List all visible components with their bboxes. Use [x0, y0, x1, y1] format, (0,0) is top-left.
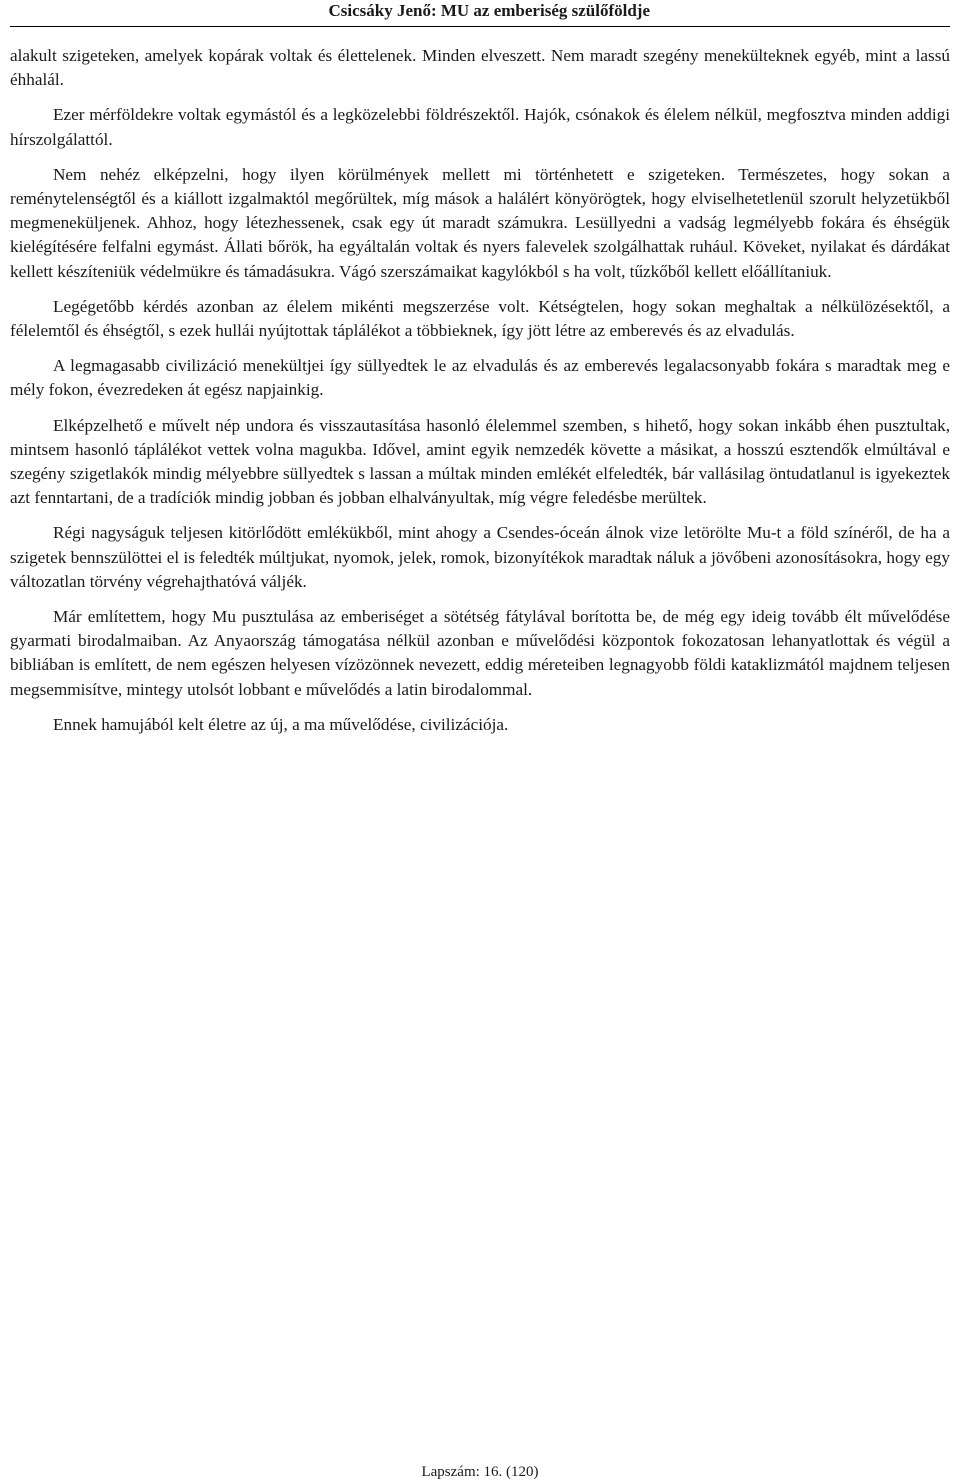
- paragraph: Legégetőbb kérdés azonban az élelem mikénti megszerzése volt. Kétségtelen, hogy sokan meghaltak a nélkülözésektől, a félelemtől és éhségtől, s ezek hullái nyújtottak táplálékot a többieknek, így jött létre az emberevés és az elvadulás.: [10, 296, 950, 341]
- paragraph: Ezer mérföldekre voltak egymástól és a legközelebbi földrészektől. Hajók, csónakok és élelem nélkül, megfosztva minden addigi hírszolgálattól.: [10, 105, 950, 149]
- paragraph: A legmagasabb civilizáció menekültjei így süllyedtek le az elvadulás és az emberevés legalacsonyabb fokára s maradtak meg e mély fokon, évezredeken át egész napjainkig.: [10, 356, 950, 400]
- document-body: [10, 44, 950, 748]
- header-title: Csicsáky Jenő: MU az emberiség szülőföldje: [328, 1, 650, 20]
- paragraph: Már említettem, hogy Mu pusztulása az emberiséget a sötétség fátylával borította be, de még egy ideig tovább élt művelődése gyarmati birodalmaiban. Az Anyaország támogatása nélkül azonban e művelődési központok fokozatosan lehanyatlottak és végül a bibliában is említett, de nem egészen helyesen vízözönnek nevezett, eddig méreteiben legnagyobb földi kataklizmától majdnem teljesen megsemmisítve, mintegy utolsót lobbant e művelődés a latin birodalommal.: [10, 607, 950, 699]
- paragraph: alakult szigeteken, amelyek kopárak voltak és élettelenek. Minden elveszett. Nem maradt szegény menekülteknek egyéb, mint a lassú éhhalál.: [10, 46, 950, 90]
- page-header: [10, 0, 950, 27]
- paragraph: Nem nehéz elképzelni, hogy ilyen körülmények mellett mi történhetett e szigeteken. Természetes, hogy sokan a reménytelenségtől és a kiállott izgalmaktól megőrültek, míg mások a halálért könyörögtek, hogy elviselhetetlenül szorult helyzetükből megmeneküljenek. Ahhoz, hogy létezhessenek, csak egy út maradt számukra. Lesüllyedni a vadság legmélyebb fokára és éhségük kielégítésére felfalni egymást. Állati bőrök, ha egyáltalán voltak és nyers falevelek szolgálhattak ruhául. Köveket, nyilakat és dárdákat kellett készíteniük védelmükre és támadásukra. Vágó szerszámaikat kagylókból s ha volt, tűzkőből kellett előállítaniuk.: [10, 164, 950, 281]
- page-footer: [0, 1462, 960, 1482]
- page-number: Lapszám: 16. (120): [421, 1464, 539, 1480]
- paragraph: Ennek hamujából kelt életre az új, a ma művelődése, civilizációja.: [53, 714, 509, 734]
- paragraph: Elképzelhető e művelt nép undora és visszautasítása hasonló élelemmel szemben, s hihető, hogy sokan inkább éhen pusztultak, mintsem hasonló táplálékot vettek volna magukba. Idővel, amint egyik nemzedék követte a másikat, a hosszú esztendők elmúltával e szegény szigetlakók mindig mélyebbre süllyedtek s lassan a múltak minden emlékét elfeledték, bár vallásilag öntudatlanul is igyekeztek azt fenntartani, de a tradíciók mindig jobban és jobban elhalványultak, míg végre feledésbe merültek.: [10, 415, 950, 508]
- paragraph: Régi nagyságuk teljesen kitörlődött emlékükből, mint ahogy a Csendes-óceán álnok vize letörölte Mu-t a föld színéről, de ha a szigetek bennszülöttei el is feledték múltjukat, nyomok, jelek, romok, bizonyítékok maradtak náluk a jövőbeni azonosításokra, hogy egy változatlan törvény végrehajthatóvá váljék.: [10, 523, 950, 591]
